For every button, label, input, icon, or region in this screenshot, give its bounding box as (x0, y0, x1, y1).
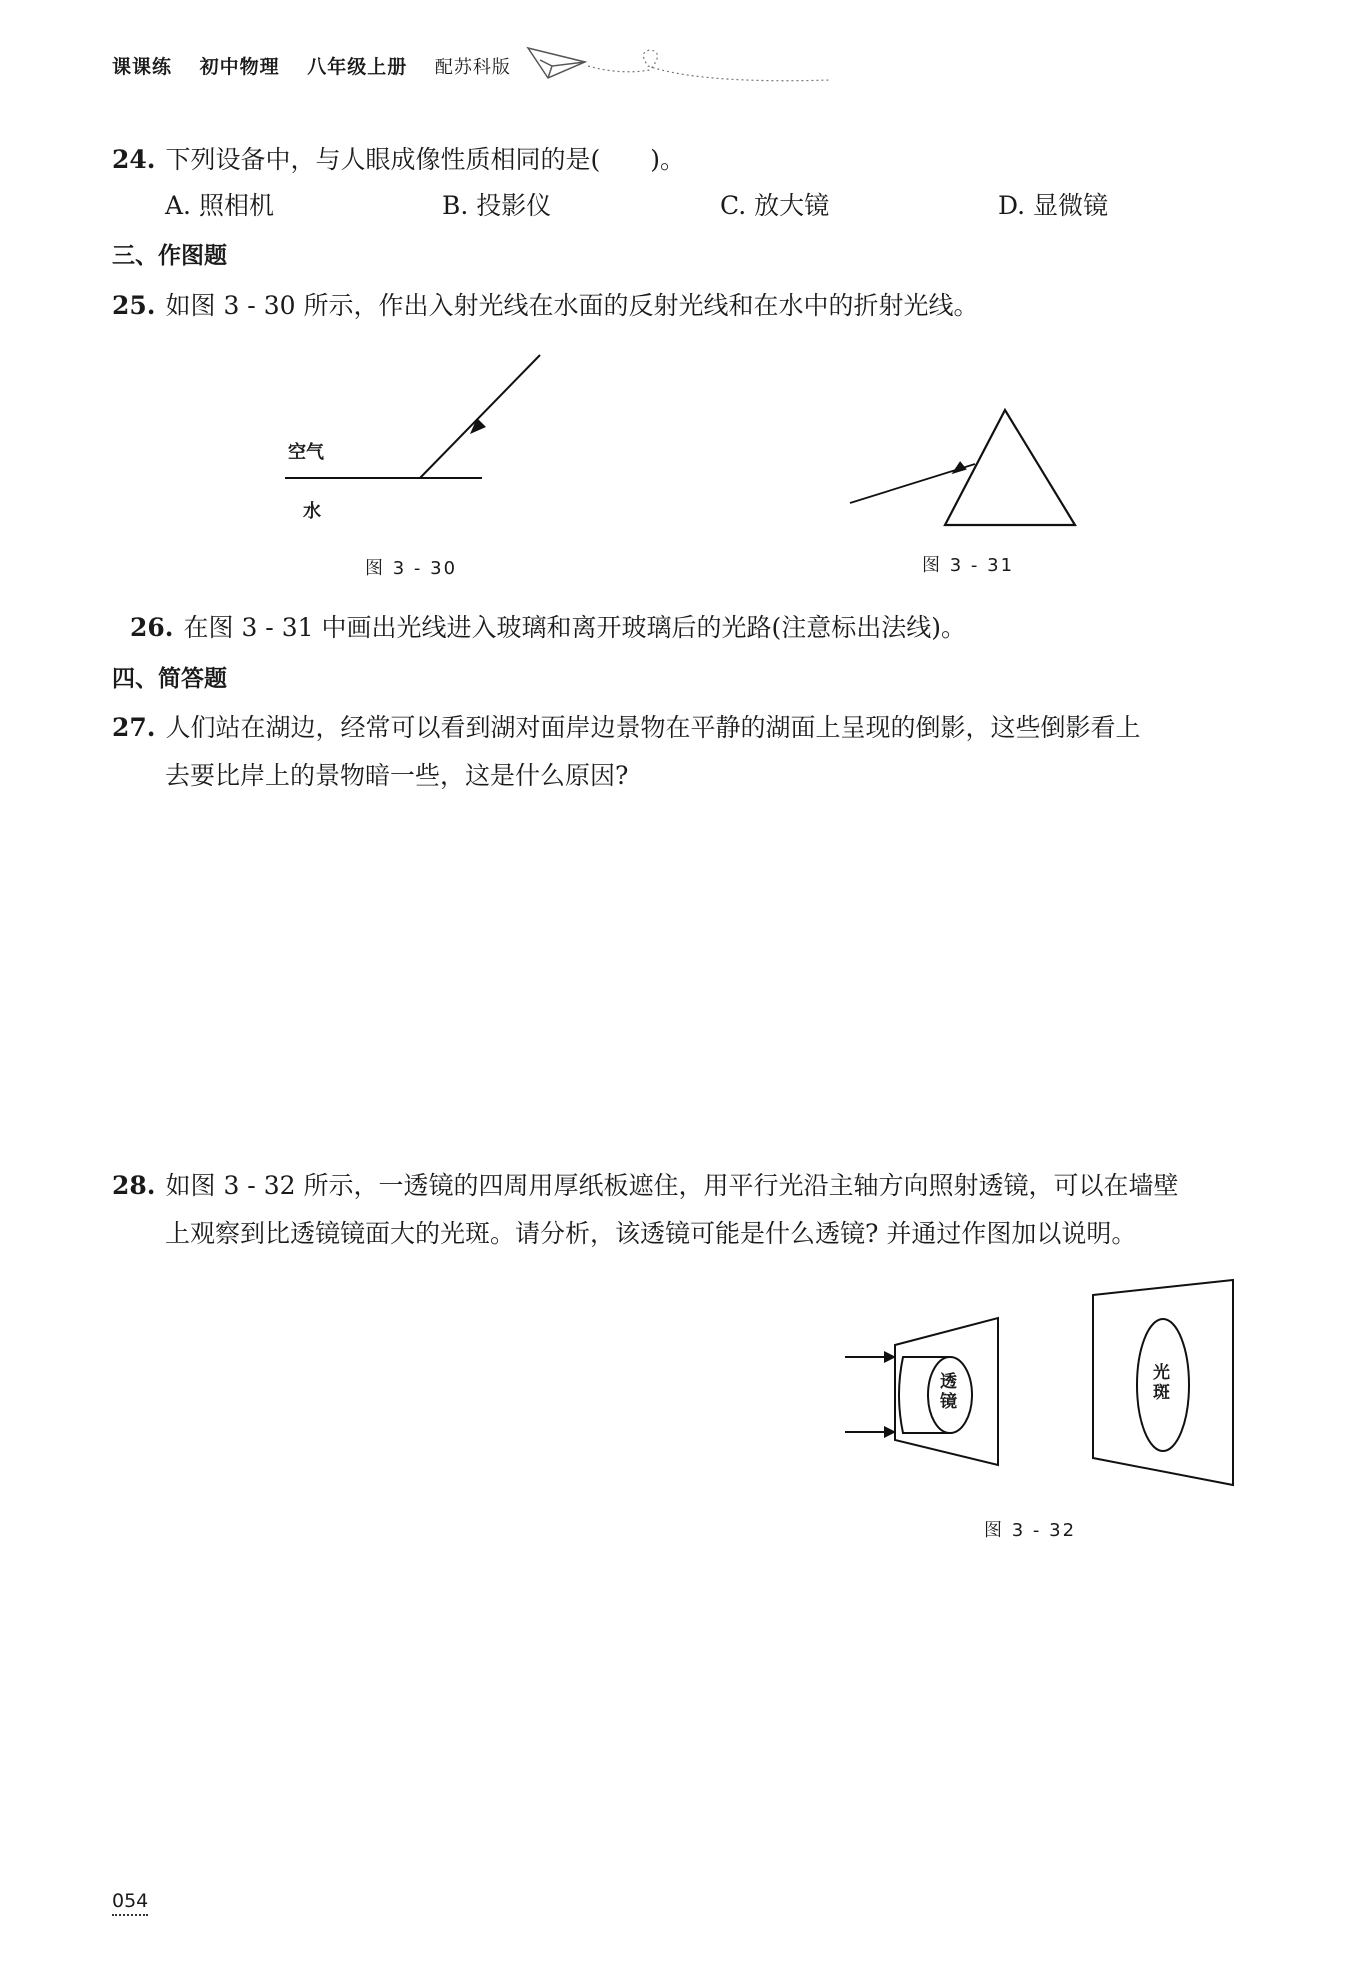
question-text-line-1: 人们站在湖边，经常可以看到湖对面岸边景物在平静的湖面上呈现的倒影，这些倒影看上 (165, 713, 1141, 742)
question-number: 24. (112, 145, 156, 174)
header-subject: 初中物理 (199, 56, 280, 78)
lens-label: 透镜 (940, 1372, 957, 1412)
figure-caption-3-30: 图 3 - 30 (365, 558, 458, 579)
question-text: 下列设备中，与人眼成像性质相同的是( )。 (165, 145, 686, 174)
figure-caption-3-32: 图 3 - 32 (984, 1520, 1077, 1541)
paper-plane-icon (0, 0, 1350, 120)
question-number: 26. (130, 613, 174, 642)
question-text: 如图 3 - 30 所示，作出入射光线在水面的反射光线和在水中的折射光线。 (165, 291, 979, 320)
question-25 (112, 282, 978, 330)
question-26 (130, 604, 966, 652)
question-number: 25. (112, 291, 156, 320)
option-d: D. 显微镜 (998, 191, 1109, 220)
light-spot-label: 光斑 (1153, 1363, 1170, 1403)
header-edition: 配苏科版 (434, 57, 511, 78)
header-grade: 八年级上册 (307, 56, 408, 78)
question-24 (112, 136, 685, 184)
question-number: 28. (112, 1171, 156, 1200)
header-series: 课课练 (112, 56, 173, 78)
question-28 (112, 1162, 1178, 1210)
question-27 (112, 704, 1141, 752)
option-c: C. 放大镜 (720, 191, 830, 220)
question-27-line-2: 去要比岸上的景物暗一些，这是什么原因? (165, 761, 629, 790)
option-b: B. 投影仪 (442, 191, 552, 220)
option-a: A. 照相机 (165, 191, 274, 220)
question-text-line-1: 如图 3 - 32 所示，一透镜的四周用厚纸板遮住，用平行光沿主轴方向照射透镜，可以在墙壁 (165, 1171, 1179, 1200)
page-number: 054 (112, 1890, 148, 1916)
question-28-line-2: 上观察到比透镜镜面大的光斑。请分析，该透镜可能是什么透镜? 并通过作图加以说明。 (165, 1219, 1137, 1248)
section-heading-drawing: 三、作图题 (112, 243, 227, 269)
section-heading-short-answer: 四、简答题 (112, 666, 227, 692)
question-text: 在图 3 - 31 中画出光线进入玻璃和离开玻璃后的光路(注意标出法线)。 (183, 613, 966, 642)
water-label: 水 (303, 501, 321, 522)
air-label: 空气 (288, 442, 324, 463)
figure-caption-3-31: 图 3 - 31 (922, 555, 1015, 576)
question-number: 27. (112, 713, 156, 742)
